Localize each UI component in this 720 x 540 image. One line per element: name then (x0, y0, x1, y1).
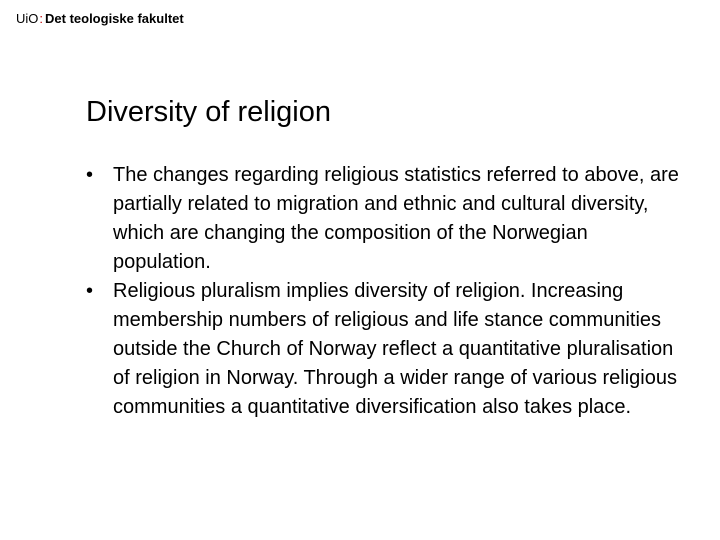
faculty-name: Det teologiske fakultet (45, 11, 184, 26)
uio-logo: UiO (16, 11, 39, 26)
bullet-item: • Religious pluralism implies diversity of religion. Increasing membership numbers of religious and life stance communities outside the Church of Norway reflect a quantitative pluralisation of religion in Norway. Through a wider range of various religious communities a quantitative diversification also takes place. (86, 277, 686, 422)
logo-separator: : (39, 11, 44, 26)
bullet-item: • The changes regarding religious statistics referred to above, are partially related to migration and ethnic and cultural diversity, which are changing the composition of the Norwegian population. (86, 161, 686, 277)
slide-header (16, 10, 184, 28)
bullet-list (86, 161, 686, 422)
slide-title: Diversity of religion (86, 96, 331, 128)
